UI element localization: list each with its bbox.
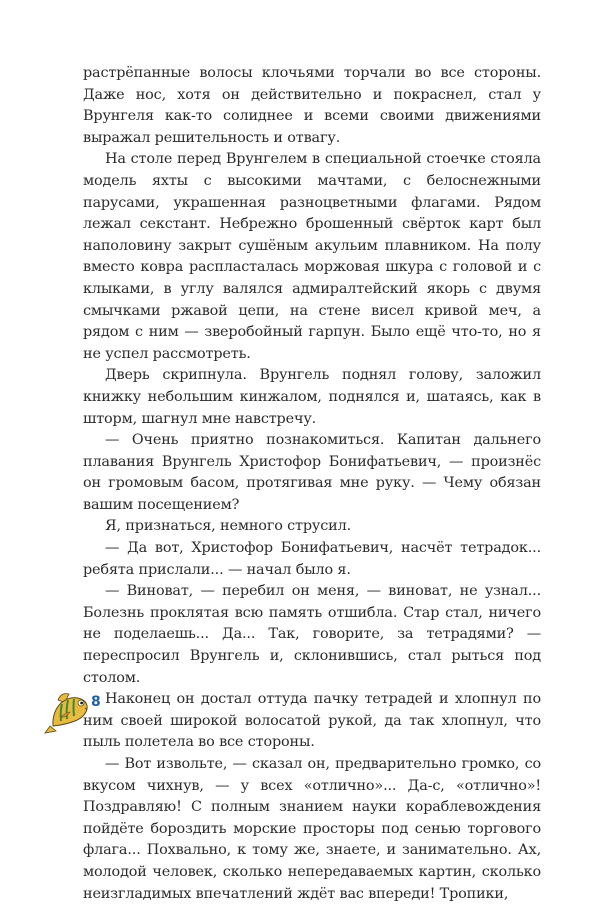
paragraph-8: Наконец он достал оттуда пачку тетрадей и хлопнул по ним своей широкой волосатой рукой, да так хлопнул, что пыль полетела во все стороны.: [83, 691, 541, 751]
paragraph-6: — Да вот, Христофор Бонифатьевич, насчёт тетрадок... ребята прислали... — начал было я.: [83, 540, 541, 578]
paragraph-2: На столе перед Врунгелем в специальной стоечке стояла модель яхты с высокими мачтами, с белоснежными парусами, украшенная разноцветными флагами. Рядом лежал секстант. Небрежно брошенный свёрток карт был наполовину закрыт сушёным акульим плавником. На полу вместо ковра распласталась моржовая шкура с головой и с клыками, в углу валялся адмиралтейский якорь с двумя смычками ржавой цепи, на стене висел кривой меч, а рядом с ним — зверобойный гарпун. Было ещё что-то, но я не успел рассмотреть.: [83, 151, 541, 362]
page-footer: [44, 690, 104, 734]
paragraph-3: Дверь скрипнула. Врунгель поднял голову, заложил книжку небольшим кинжалом, поднялся и, шатаясь, как в шторм, шагнул мне навстречу.: [83, 367, 541, 427]
paragraph-7: — Виноват, — перебил он меня, — виноват, не узнал... Болезнь проклятая всю память отшибла. Стар стал, ничего не поделаешь... Да... Так, говорите, за тетрадями? — переспросил Врунгель и, склонившись, стал рыться под столом.: [83, 583, 541, 686]
paragraph-4: — Очень приятно познакомиться. Капитан дальнего плавания Врунгель Христофор Бонифатьевич, — произнёс он громовым басом, протягивая мне руку. — Чему обязан вашим посещением?: [83, 432, 541, 513]
page-number: 8: [91, 694, 101, 710]
paragraph-5: Я, признаться, немного струсил.: [105, 518, 352, 535]
paragraph-9: — Вот извольте, — сказал он, предварительно громко, со вкусом чихнув, — у всех «отлично»... Да-с, «отлично»! Поздравляю! С полным знанием науки кораблевождения пойдёте бороздить морские просторы под сенью торгового флага... Похвально, к тому же, знаете, и занимательно. Ах, молодой человек, сколько непередаваемых картин, сколько неизгладимых впечатлений ждёт вас впереди! Тропики,: [83, 756, 541, 902]
paragraph-1: растрёпанные волосы клочьями торчали во все стороны. Даже нос, хотя он действительно и покраснел, стал у Врунгеля как-то солиднее и всеми своими движениями выражал решительность и отвагу.: [83, 65, 541, 146]
fish-icon: [44, 690, 90, 734]
page-text: [83, 63, 541, 905]
